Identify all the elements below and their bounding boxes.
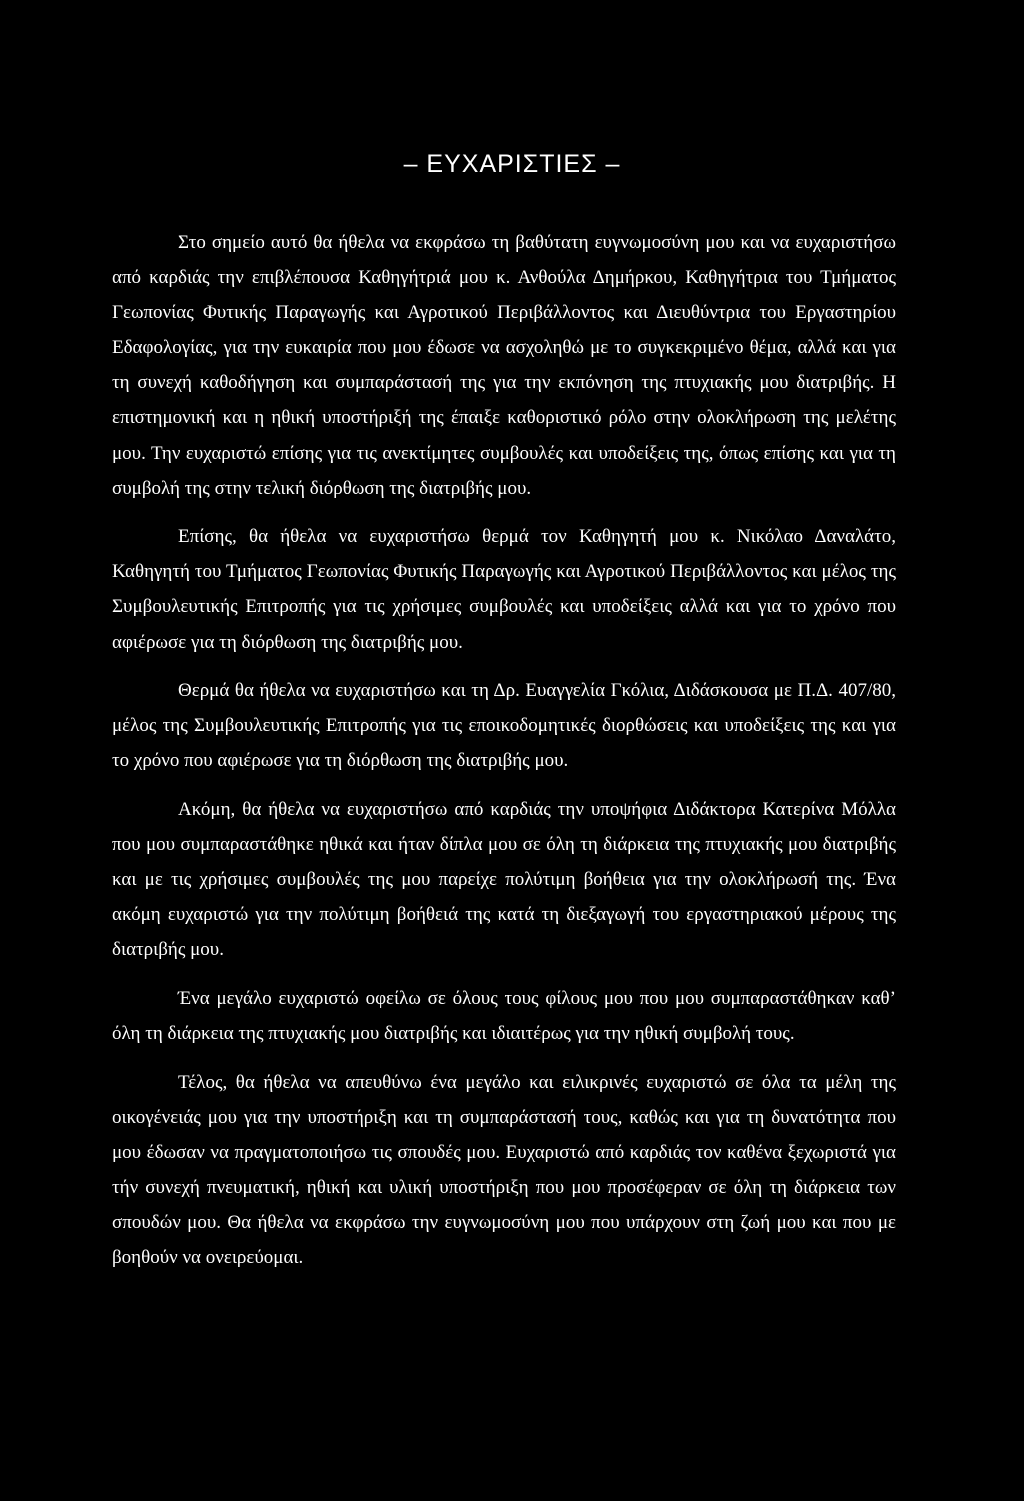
paragraph-1: Στο σημείο αυτό θα ήθελα να εκφράσω τη βαθύτατη ευγνωμοσύνη μου και να ευχαριστήσω από καρδιάς την επιβλέπουσα Καθηγήτριά μου κ. Ανθούλα Δημήρκου, Καθηγήτρια του Τμήματος Γεωπονίας Φυτικής Παραγωγής και Αγροτικού Περιβάλλοντος και Διευθύντρια του Εργαστηρίου Εδαφολογίας, για την ευκαιρία που μου έδωσε να ασχοληθώ με το συγκεκριμένο θέμα, αλλά και για τη συνεχή καθοδήγηση και συμπαράστασή της για την εκπόνηση της πτυχιακής μου διατριβής. Η επιστημονική και η ηθική υποστήριξή της έπαιξε καθοριστικό ρόλο στην ολοκλήρωση της μελέτης μου. Την ευχαριστώ επίσης για τις ανεκτίμητες συμβουλές και υποδείξεις της, όπως επίσης και για τη συμβολή της στην τελική διόρθωση της διατριβής μου. xyxy=(112,232,896,499)
acknowledgements-body xyxy=(112,225,896,1289)
paragraph-4: Ακόμη, θα ήθελα να ευχαριστήσω από καρδιάς την υποψήφια Διδάκτορα Κατερίνα Μόλλα που μου συμπαραστάθηκε ηθικά και ήταν δίπλα μου σε όλη τη διάρκεια της πτυχιακής μου διατριβής και με τις χρήσιμες συμβουλές της μου παρείχε πολύτιμη βοήθεια για την ολοκλήρωσή της. Ένα ακόμη ευχαριστώ για την πολύτιμη βοήθειά της κατά τη διεξαγωγή του εργαστηριακού μέρους της διατριβής μου. xyxy=(112,798,896,961)
paragraph-6: Τέλος, θα ήθελα να απευθύνω ένα μεγάλο και ειλικρινές ευχαριστώ σε όλα τα μέλη της οικογένειάς μου για την υποστήριξη και τη συμπαράστασή τους, καθώς και για τη δυνατότητα που μου έδωσαν να πραγματοποιήσω τις σπουδές μου. Ευχαριστώ από καρδιάς τον καθένα ξεχωριστά για τήν συνεχή πνευματική, ηθική και υλική υποστήριξη που μου προσέφεραν σε όλη τη διάρκεια των σπουδών μου. Θα ήθελα να εκφράσω την ευγνωμοσύνη μου που υπάρχουν στη ζωή μου και που με βοηθούν να ονειρεύομαι. xyxy=(112,1071,896,1269)
paragraph-3: Θερμά θα ήθελα να ευχαριστήσω και τη Δρ. Ευαγγελία Γκόλια, Διδάσκουσα με Π.Δ. 407/80, μέλος της Συμβουλευτικής Επιτροπής για τις εποικοδομητικές διορθώσεις και υποδείξεις της και για το χρόνο που αφιέρωσε για τη διόρθωση της διατριβής μου. xyxy=(112,680,896,772)
paragraph-2: Επίσης, θα ήθελα να ευχαριστήσω θερμά τον Καθηγητή μου κ. Νικόλαο Δαναλάτο, Καθηγητή του Τμήματος Γεωπονίας Φυτικής Παραγωγής και Αγροτικού Περιβάλλοντος και μέλος της Συμβουλευτικής Επιτροπής για τις χρήσιμες συμβουλές και υποδείξεις αλλά και για το χρόνο που αφιέρωσε για τη διόρθωση της διατριβής μου. xyxy=(112,526,896,653)
page-title: – ΕΥΧΑΡΙΣΤΙΕΣ – xyxy=(403,150,621,178)
paragraph-5: Ένα μεγάλο ευχαριστώ οφείλω σε όλους τους φίλους μου που μου συμπαραστάθηκαν καθ’ όλη τη διάρκεια της πτυχιακής μου διατριβής και ιδιαιτέρως για την ηθική συμβολή τους. xyxy=(112,987,896,1044)
